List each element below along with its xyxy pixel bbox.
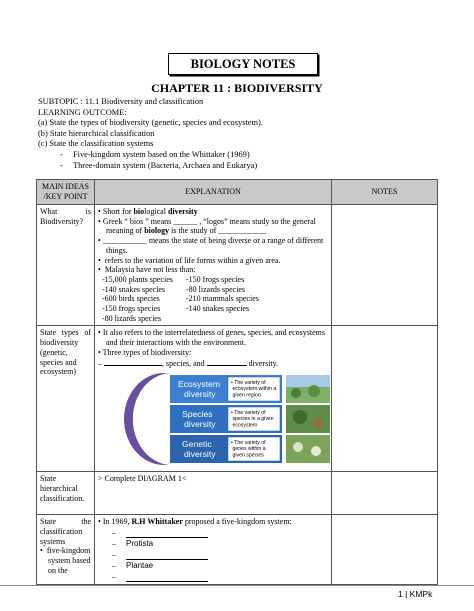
subtopic: SUBTOPIC : 11.1 Biodiversity and classification <box>38 97 204 106</box>
explanation-cell <box>95 515 332 585</box>
explanation-cell <box>95 326 332 472</box>
explanation-cell <box>95 205 332 326</box>
title-box: BIOLOGY NOTES <box>168 53 318 75</box>
intro-section <box>38 97 263 171</box>
species-label: Species diversity <box>182 409 216 430</box>
bullet: • In 1969, R.H Whittaker proposed a five-kingdom system: <box>98 517 292 527</box>
chapter-heading: CHAPTER 11 : BIODIVERSITY <box>151 81 323 95</box>
notes-cell <box>332 205 438 326</box>
table-header-row <box>37 180 438 205</box>
bullet: • Greek “ bios ” means ______ , “logos” means study so the general meaning of biology is the study of ____________ <box>98 216 316 236</box>
footer-rule <box>0 585 474 587</box>
genetic-label: Genetic diversity <box>182 439 216 460</box>
kingdom-item: – Plantae <box>112 561 154 571</box>
bullet: • ___________ means the state of being diverse or a range of different things. <box>98 236 324 255</box>
species-desc: • The variety of species in a given ecosystem <box>231 410 274 429</box>
table-row <box>37 326 438 472</box>
kingdom-item: – <box>98 549 328 560</box>
genetic-desc: • The variety of genes within a given species <box>231 440 266 459</box>
kingdom-item: – <box>98 527 328 538</box>
explanation-cell: > Complete DIAGRAM 1< <box>95 472 332 515</box>
kingdom-item: – Protista <box>112 539 154 549</box>
table-row <box>37 205 438 326</box>
species-row: -15,000 plants species -150 frogs species <box>102 274 245 284</box>
table-row <box>37 472 438 515</box>
key-point-cell: State the classification systems • five-kingdom system based on the <box>37 515 95 585</box>
outcome-item: (b) State hierarchical classification <box>38 128 155 138</box>
genetic-photo <box>286 435 330 463</box>
ecosystem-label: Ecosystem diversity <box>178 379 221 400</box>
key-point-cell: State types of biodiversity (genetic, species and ecosystem) <box>37 326 95 472</box>
species-row: -140 snakes species -80 lizards species <box>102 284 246 294</box>
bullet: • It also refers to the interrelatedness of genes, species, and ecosystems and their interactions with the environment. <box>98 328 325 348</box>
outcome-subitem: - Five-kingdom system based on the Whittaker (1969) <box>60 149 250 159</box>
key-point-cell: What is Biodiversity? <box>37 205 95 326</box>
outcome-item: (c) State the classification systems <box>38 139 154 149</box>
table-row <box>37 515 438 585</box>
notes-cell <box>332 326 438 472</box>
notes-cell <box>332 472 438 515</box>
notes-cell <box>332 515 438 585</box>
page-number: 1 | KMPk <box>398 589 433 599</box>
types-line: – , species, and diversity. <box>98 358 279 368</box>
ecosystem-desc: • The variety of ecosystem within a given region <box>231 380 277 399</box>
notes-table <box>36 179 438 585</box>
species-row: -150 frogs species -140 snakes species <box>102 304 250 314</box>
header-explanation: EXPLANATION <box>95 180 332 205</box>
biodiversity-diagram <box>124 371 334 467</box>
bullet: • Three types of biodiversity: <box>98 347 192 357</box>
learning-outcome-label: LEARNING OUTCOME: <box>38 107 127 117</box>
header-main-ideas: MAIN IDEAS /KEY POINT <box>37 180 95 205</box>
bullet: • Malaysia have not less than: <box>98 265 196 275</box>
outcome-subitem: - Three-domain system (Bacteria, Archaea and Eukarya) <box>60 160 258 170</box>
species-photo <box>286 405 330 433</box>
species-row: -600 birds species -210 mammals species <box>102 294 259 304</box>
outcome-item: (a) State the types of biodiversity (genetic, species and ecosystem). <box>38 118 263 128</box>
biodiversity-diagram-svg <box>124 371 334 467</box>
header-notes: NOTES <box>332 180 438 205</box>
bullet: • refers to the variation of life forms within a given area. <box>98 255 281 265</box>
species-row: -80 lizards species <box>102 313 162 323</box>
bullet: • Short for biological diversity <box>98 207 198 216</box>
key-point-cell: State hierarchical classification. <box>37 472 95 515</box>
kingdom-item: – <box>98 571 328 582</box>
